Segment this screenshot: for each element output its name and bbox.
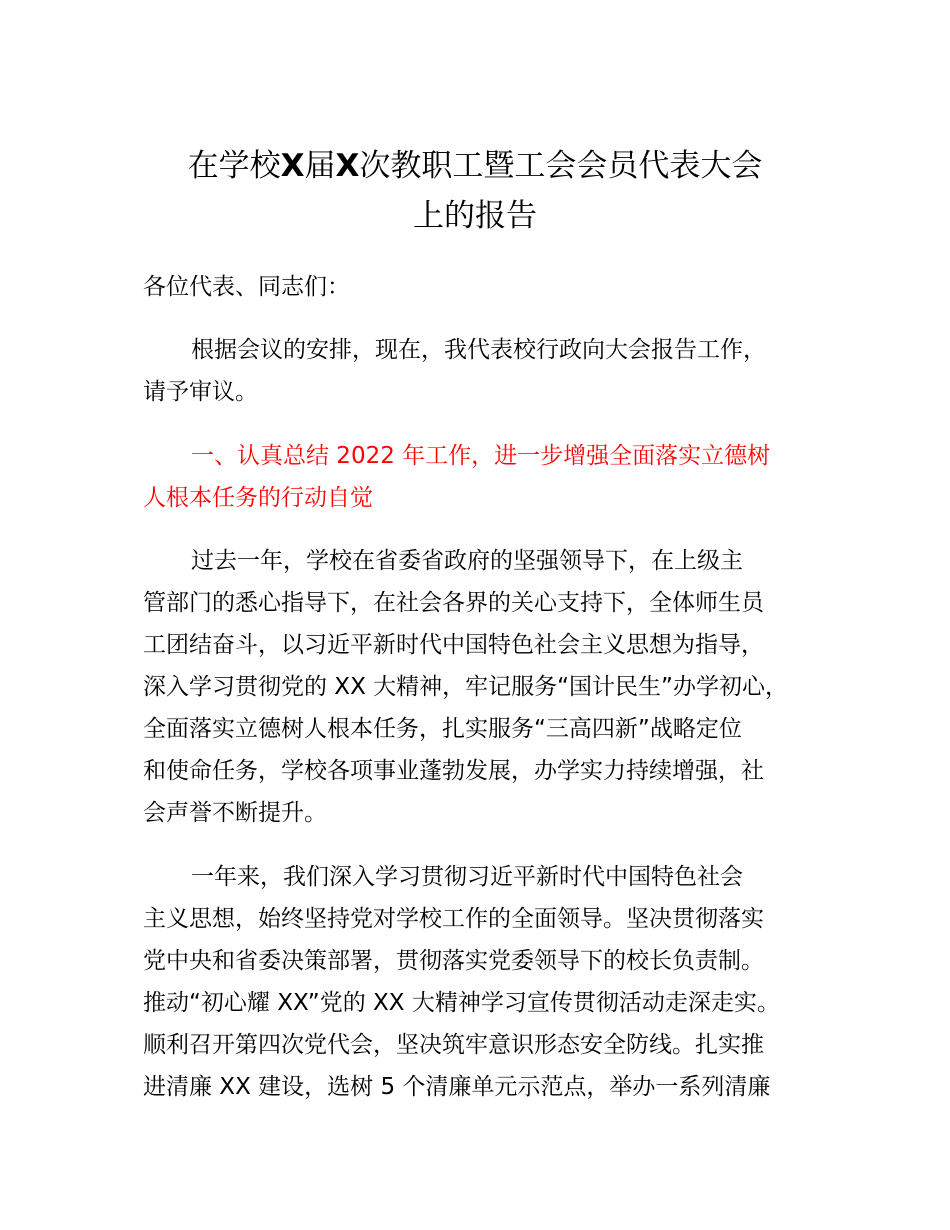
- title-placeholder-x-1: X: [280, 148, 305, 184]
- paragraph-1-line-4: 深入学习贯彻党的 XX 大精神，牢记服务“国计民生”办学初心，: [143, 674, 788, 700]
- paragraph-2-line-6: 进清廉 XX 建设，选树 5 个清廉单元示范点，举办一系列清廉: [143, 1074, 771, 1100]
- paragraph-1-line-3: 工团结奋斗，以习近平新时代中国特色社会主义思想为指导，: [143, 632, 764, 658]
- intro-line-2: 请予审议。: [143, 379, 258, 405]
- paragraph-2-line-5: 顺利召开第四次党代会，坚决筑牢意识形态安全防线。扎实推: [143, 1032, 764, 1058]
- paragraph-1-line-2: 管部门的悉心指导下，在社会各界的关心支持下，全体师生员: [143, 590, 764, 616]
- paragraph-2-line-4: 推动“初心耀 XX”党的 XX 大精神学习宣传贯彻活动走深走实。: [143, 990, 780, 1016]
- document-title-line-1: [100, 142, 850, 190]
- title-text-3: 次教职工暨工会会员代表大会: [359, 148, 763, 184]
- paragraph-1-line-6: 和使命任务，学校各项事业蓬勃发展，办学实力持续增强，社: [143, 758, 764, 784]
- paragraph-1-line-7: 会声誉不断提升。: [143, 800, 327, 826]
- title-text-1: 在学校: [187, 148, 281, 184]
- title-text-2: 届: [304, 148, 336, 184]
- intro-line-1: 根据会议的安排，现在，我代表校行政向大会报告工作，: [191, 337, 766, 363]
- section-heading-line-1: 一、认真总结 2022 年工作，进一步增强全面落实立德树: [191, 443, 771, 469]
- paragraph-1-line-5: 全面落实立德树人根本任务，扎实服务“三高四新”战略定位: [143, 716, 742, 742]
- document-title-line-2: 上的报告: [413, 198, 537, 234]
- paragraph-2-line-1: 一年来，我们深入学习贯彻习近平新时代中国特色社会: [191, 864, 743, 890]
- title-placeholder-x-2: X: [335, 148, 360, 184]
- paragraph-2-line-2: 主义思想，始终坚持党对学校工作的全面领导。坚决贯彻落实: [143, 906, 764, 932]
- salutation: 各位代表、同志们：: [143, 274, 350, 300]
- paragraph-1-line-1: 过去一年，学校在省委省政府的坚强领导下，在上级主: [191, 548, 743, 574]
- section-heading-line-2: 人根本任务的行动自觉: [143, 485, 373, 511]
- paragraph-2-line-3: 党中央和省委决策部署，贯彻落实党委领导下的校长负责制。: [143, 948, 764, 974]
